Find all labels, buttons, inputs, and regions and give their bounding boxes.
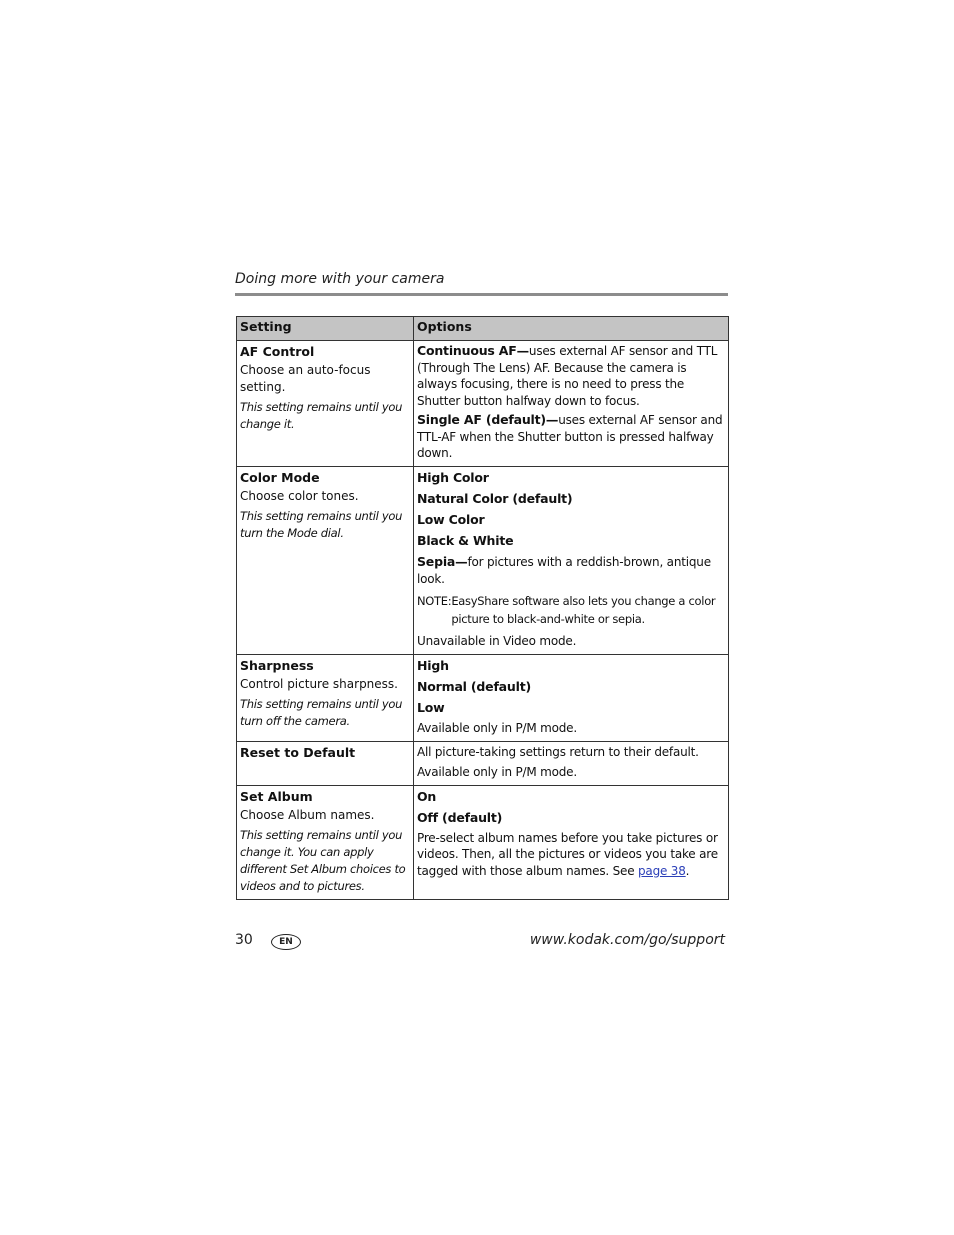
option-item — [417, 678, 725, 696]
options-cell — [414, 341, 729, 467]
option-label: On — [417, 788, 437, 804]
period-text: . — [685, 863, 690, 878]
setting-name: Reset to Default — [240, 744, 356, 760]
option-text: Pre-select album names before you take pictures or videos. Then, all the pictures or videos you take are tagged with those album names. See — [417, 830, 718, 878]
option-label: High — [417, 657, 449, 673]
option-label: Sepia— — [417, 553, 468, 569]
option-text: uses external AF sensor and TTL-AF when the Shutter button is pressed halfway down. — [417, 413, 723, 460]
option-label: Low — [417, 699, 445, 715]
availability-text: Unavailable in Video mode. — [417, 633, 577, 648]
option-description — [417, 830, 725, 880]
setting-description: Choose an auto-focus setting. — [240, 363, 371, 394]
setting-cell — [237, 466, 414, 654]
setting-cell — [237, 741, 414, 785]
option-label: Low Color — [417, 511, 485, 527]
column-header-setting: Setting — [237, 317, 414, 341]
option-item — [417, 788, 725, 806]
header-rule — [235, 293, 728, 296]
table-row — [237, 466, 729, 654]
page-link[interactable]: page 38 — [638, 863, 686, 878]
note-text: EasyShare software also lets you change a color picture to black-and-white or sepia. — [451, 593, 716, 626]
options-cell — [414, 785, 729, 899]
table-row — [237, 341, 729, 467]
note-label: NOTE: — [417, 593, 452, 608]
setting-name: Set Album — [240, 788, 313, 804]
table-row — [237, 785, 729, 899]
options-cell — [414, 466, 729, 654]
option-label: Normal (default) — [417, 678, 531, 694]
availability-text: Available only in P/M mode. — [417, 764, 577, 779]
option-item — [417, 511, 725, 529]
option-item — [417, 553, 725, 588]
option-text: for pictures with a reddish-brown, antique look. — [417, 554, 711, 586]
page-number: 30 — [235, 932, 253, 948]
setting-name: Sharpness — [240, 657, 314, 673]
setting-description: Control picture sharpness. — [240, 676, 398, 691]
option-item — [417, 343, 725, 409]
setting-persistence-note: This setting remains until you change it. — [240, 400, 403, 431]
setting-cell — [237, 654, 414, 741]
option-label: Continuous AF— — [417, 343, 529, 358]
option-item — [417, 532, 725, 550]
setting-description: Choose color tones. — [240, 488, 359, 503]
option-label: Natural Color (default) — [417, 490, 573, 506]
option-label: Off (default) — [417, 809, 503, 825]
option-item — [417, 809, 725, 827]
language-badge: EN — [271, 934, 301, 950]
option-text: All picture-taking settings return to their default. — [417, 744, 699, 759]
setting-persistence-note: This setting remains until you turn the Mode dial. — [240, 508, 403, 540]
option-label: Black & White — [417, 532, 514, 548]
table-header-row — [237, 317, 729, 341]
setting-cell — [237, 341, 414, 467]
setting-cell — [237, 785, 414, 899]
table-row — [237, 741, 729, 785]
note-block — [417, 592, 725, 628]
options-cell — [414, 741, 729, 785]
option-item — [417, 657, 725, 675]
support-url: www.kodak.com/go/support — [529, 932, 725, 948]
option-item — [417, 469, 725, 487]
option-label: High Color — [417, 469, 489, 485]
setting-persistence-note: This setting remains until you change it. You can apply different Set Album choices to videos and to pictures. — [240, 827, 406, 893]
page-header-title: Doing more with your camera — [235, 271, 445, 287]
option-text: uses external AF sensor and TTL (Through The Lens) AF. Because the camera is always focusing, there is no need to press the Shutter button halfway down to focus. — [417, 344, 718, 408]
column-header-options: Options — [414, 317, 729, 341]
option-item — [417, 412, 725, 462]
setting-name: Color Mode — [240, 469, 320, 485]
options-cell — [414, 654, 729, 741]
option-item — [417, 699, 725, 717]
option-item — [417, 490, 725, 508]
table-row — [237, 654, 729, 741]
setting-description: Choose Album names. — [240, 807, 375, 822]
option-label: Single AF (default)— — [417, 412, 559, 427]
setting-persistence-note: This setting remains until you turn off the camera. — [240, 696, 403, 728]
setting-name: AF Control — [240, 344, 315, 359]
settings-table — [236, 316, 729, 900]
availability-text: Available only in P/M mode. — [417, 720, 577, 735]
